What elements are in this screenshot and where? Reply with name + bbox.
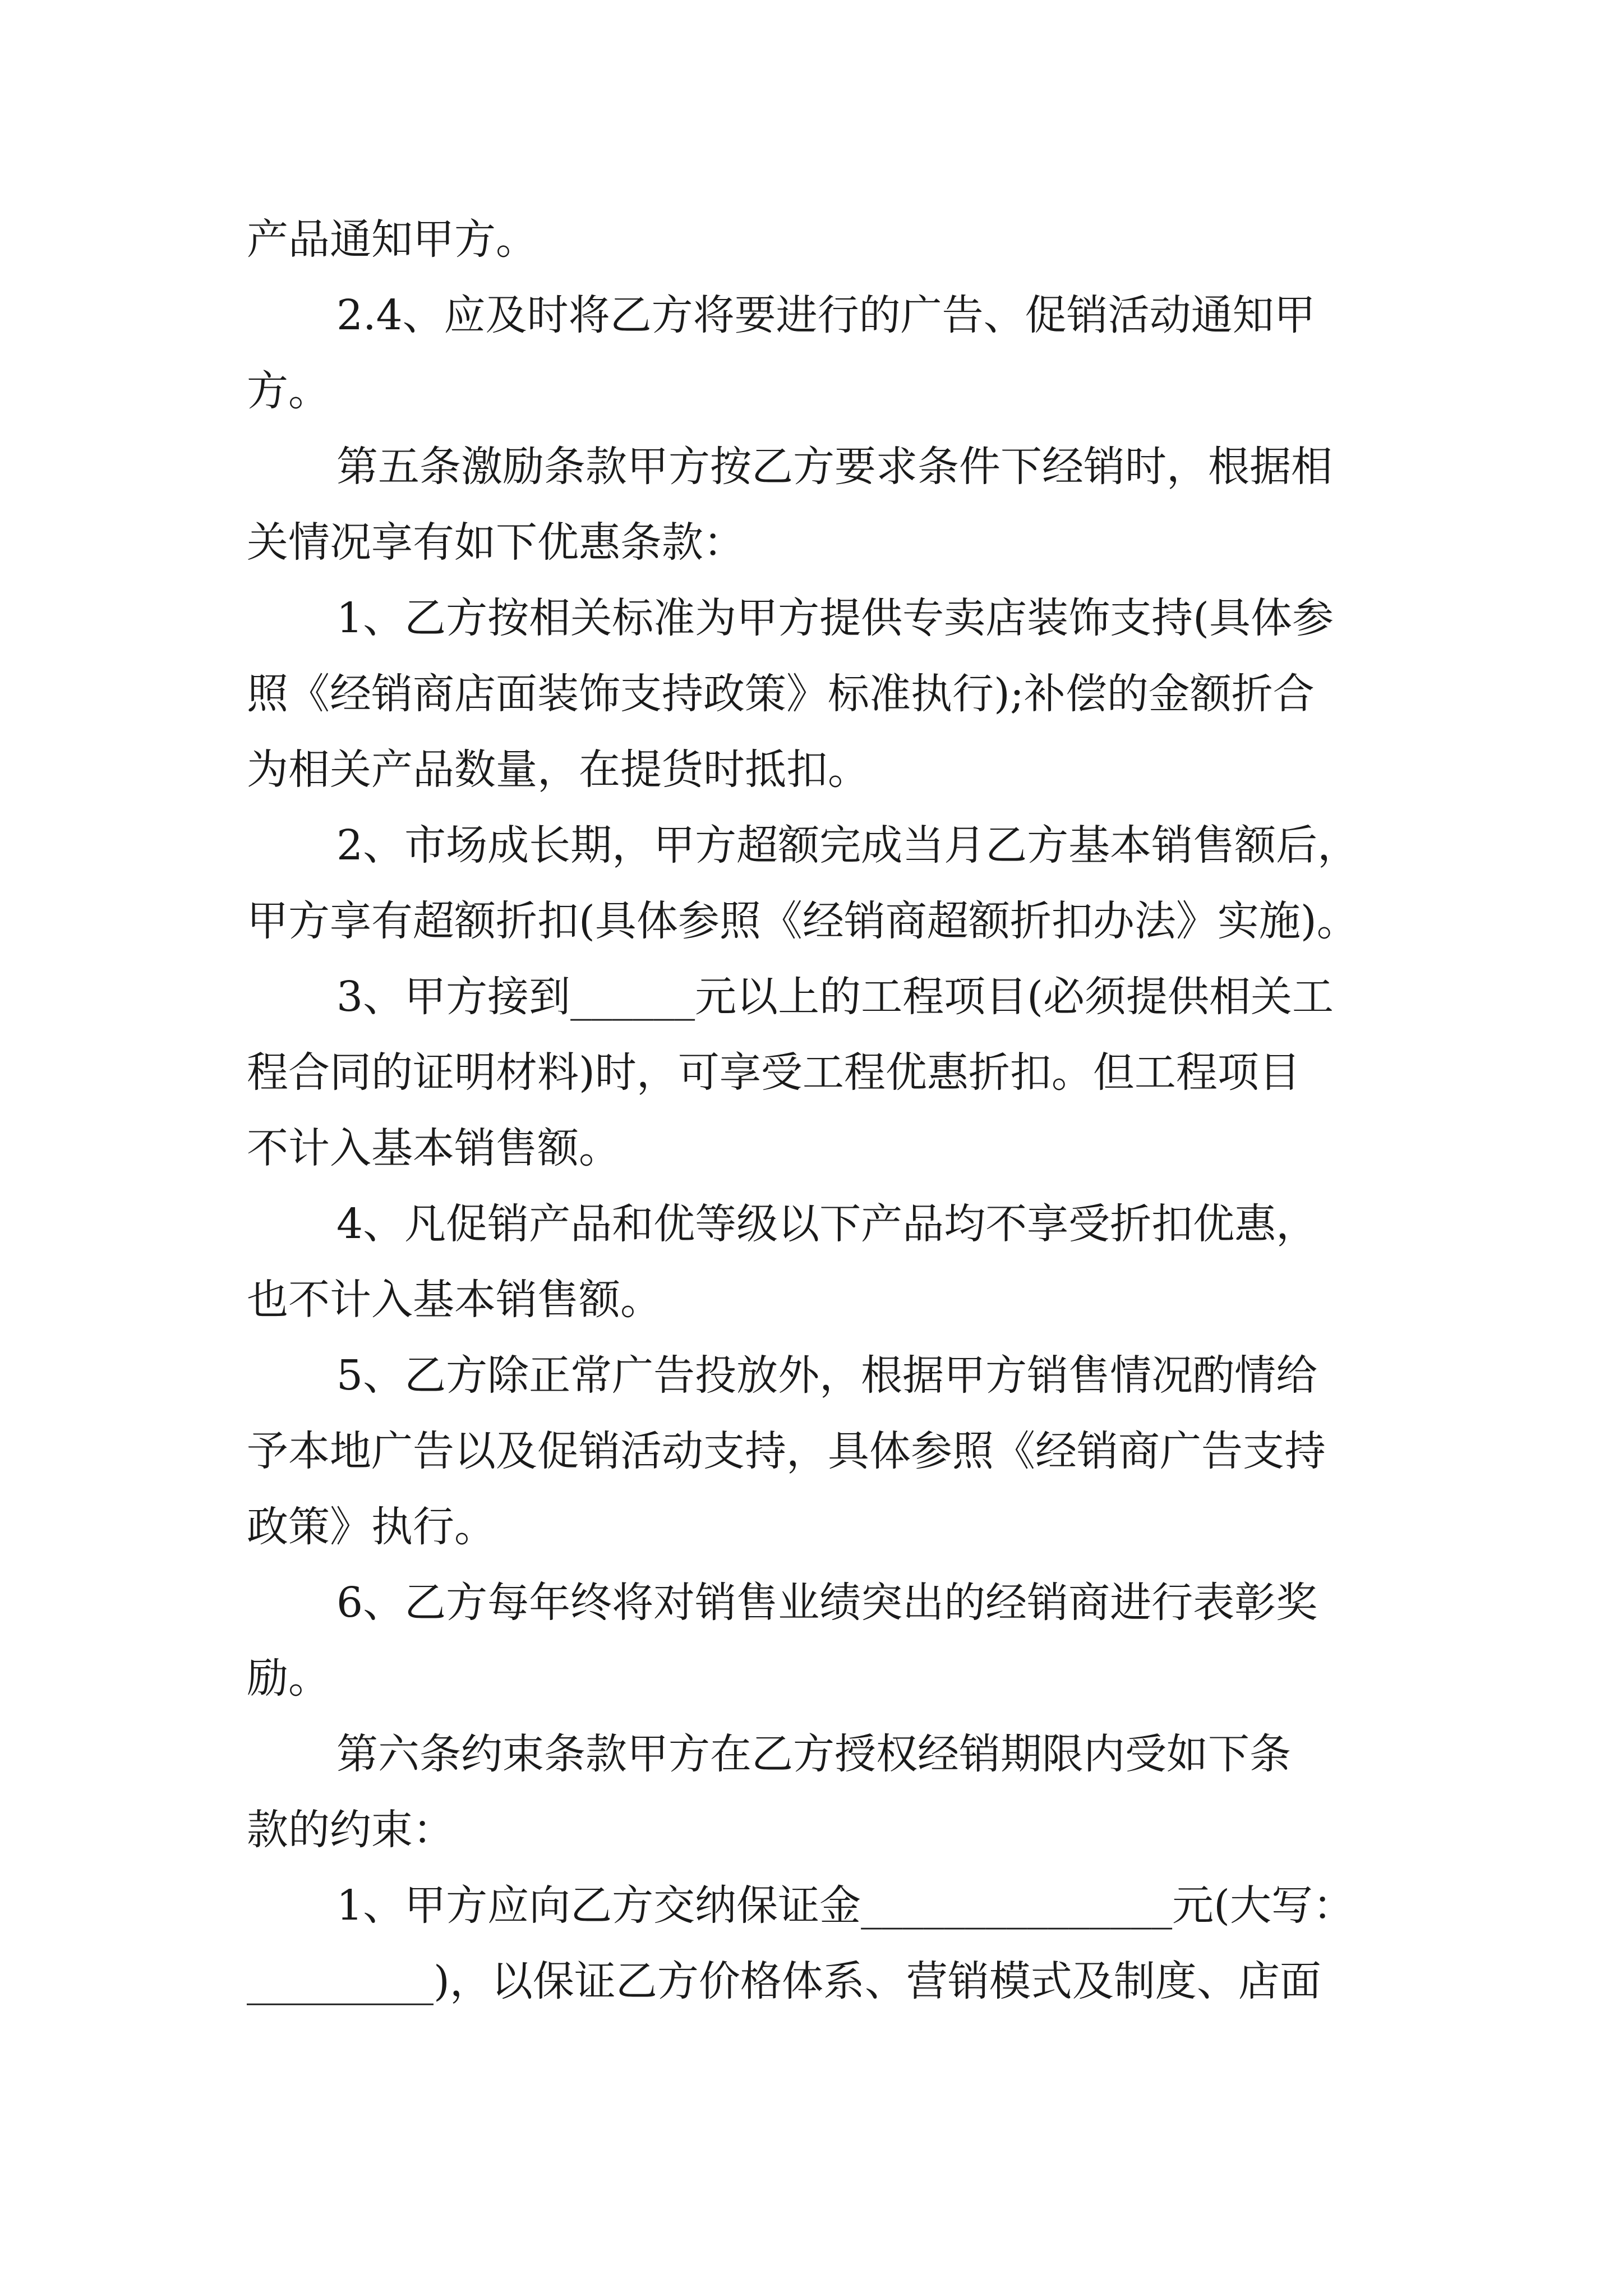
text-line: 3、甲方接到______元以上的工程项目(必须提供相关工 <box>336 973 1334 1021</box>
text-line: 1、乙方按相关标准为甲方提供专卖店装饰支持(具体参 <box>336 594 1334 642</box>
text-line: 甲方享有超额折扣(具体参照《经销商超额折扣办法》实施)。 <box>247 897 1358 945</box>
text-line: 也不计入基本销售额。 <box>247 1276 662 1324</box>
text-line: 政策》执行。 <box>247 1503 496 1551</box>
text-line: 为相关产品数量，在提货时抵扣。 <box>247 746 869 794</box>
text-line: 6、乙方每年终将对销售业绩突出的经销商进行表彰奖 <box>336 1579 1318 1627</box>
text-line: 励。 <box>247 1654 330 1703</box>
text-line: 款的约束： <box>247 1806 454 1854</box>
text-line: 1、甲方应向乙方交纳保证金_______________元(大写： <box>336 1881 1354 1930</box>
text-line: 方。 <box>247 367 330 415</box>
text-line: 2.4、应及时将乙方将要进行的广告、促销活动通知甲 <box>336 291 1316 339</box>
text-line: 第六条约束条款甲方在乙方授权经销期限内受如下条 <box>336 1730 1291 1778</box>
text-line: _________)，以保证乙方价格体系、营销模式及制度、店面 <box>247 1957 1321 2005</box>
text-line: 2、市场成长期，甲方超额完成当月乙方基本销售额后， <box>336 821 1359 869</box>
text-line: 不计入基本销售额。 <box>247 1124 620 1172</box>
text-line: 予本地广告以及促销活动支持，具体参照《经销商广告支持 <box>247 1427 1326 1475</box>
text-line: 5、乙方除正常广告投放外，根据甲方销售情况酌情给 <box>336 1351 1318 1400</box>
text-line: 程合同的证明材料)时，可享受工程优惠折扣。但工程项目 <box>247 1048 1301 1097</box>
text-line: 照《经销商店面装饰支持政策》标准执行);补偿的金额折合 <box>247 670 1315 718</box>
text-line: 第五条激励条款甲方按乙方要求条件下经销时，根据相 <box>336 443 1332 491</box>
text-line: 产品通知甲方。 <box>247 215 537 264</box>
text-line: 关情况享有如下优惠条款： <box>247 518 745 567</box>
text-line: 4、凡促销产品和优等级以下产品均不享受折扣优惠， <box>336 1200 1318 1248</box>
